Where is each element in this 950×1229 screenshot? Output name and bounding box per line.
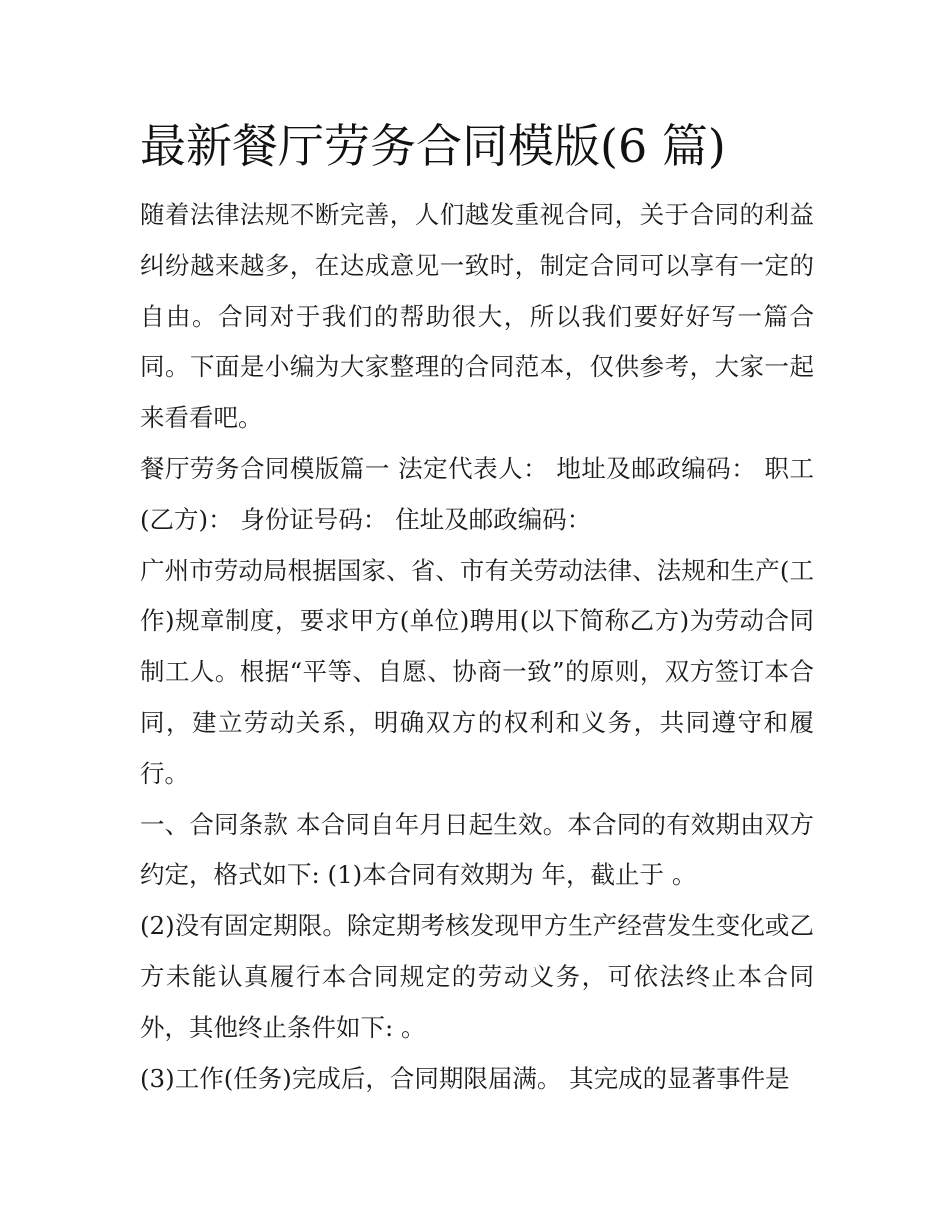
paragraph-clause-3: (3)工作(任务)完成后，合同期限届满。 其完成的显著事件是 (140, 1063, 790, 1093)
paragraph-clause-2: (2)没有固定期限。除定期考核发现甲方生产经营发生变化或乙方未能认真履行本合同规定的劳动义务，可依法终止本合同外，其他终止条件如下: 。 (140, 911, 814, 1042)
paragraph-preamble: 广州市劳动局根据国家、省、市有关劳动法律、法规和生产(工作)规章制度，要求甲方(单位)聘用(以下简称乙方)为劳动合同制工人。根据“平等、自愿、协商一致”的原则，双方签订本合同，建立劳动关系，明确双方的权利和义务，共同遵守和履行。 (140, 555, 814, 788)
document-body (140, 112, 814, 1104)
paragraph-clause-1: 一、合同条款 本合同自年月日起生效。本合同的有效期由双方约定，格式如下: (1)本合同有效期为 年，截止于 。 (140, 809, 814, 890)
paragraph-parties: 餐厅劳务合同模版篇一 法定代表人： 地址及邮政编码： 职工(乙方)： 身份证号码： 住址及邮政编码： (140, 453, 814, 534)
document-title: 最新餐厅劳务合同模版(6 篇) (140, 119, 726, 173)
paragraph-intro: 随着法律法规不断完善，人们越发重视合同，关于合同的利益纠纷越来越多，在达成意见一致时，制定合同可以享有一定的自由。合同对于我们的帮助很大，所以我们要好好写一篇合同。下面是小编为大家整理的合同范本，仅供参考，大家一起来看看吧。 (140, 200, 814, 433)
